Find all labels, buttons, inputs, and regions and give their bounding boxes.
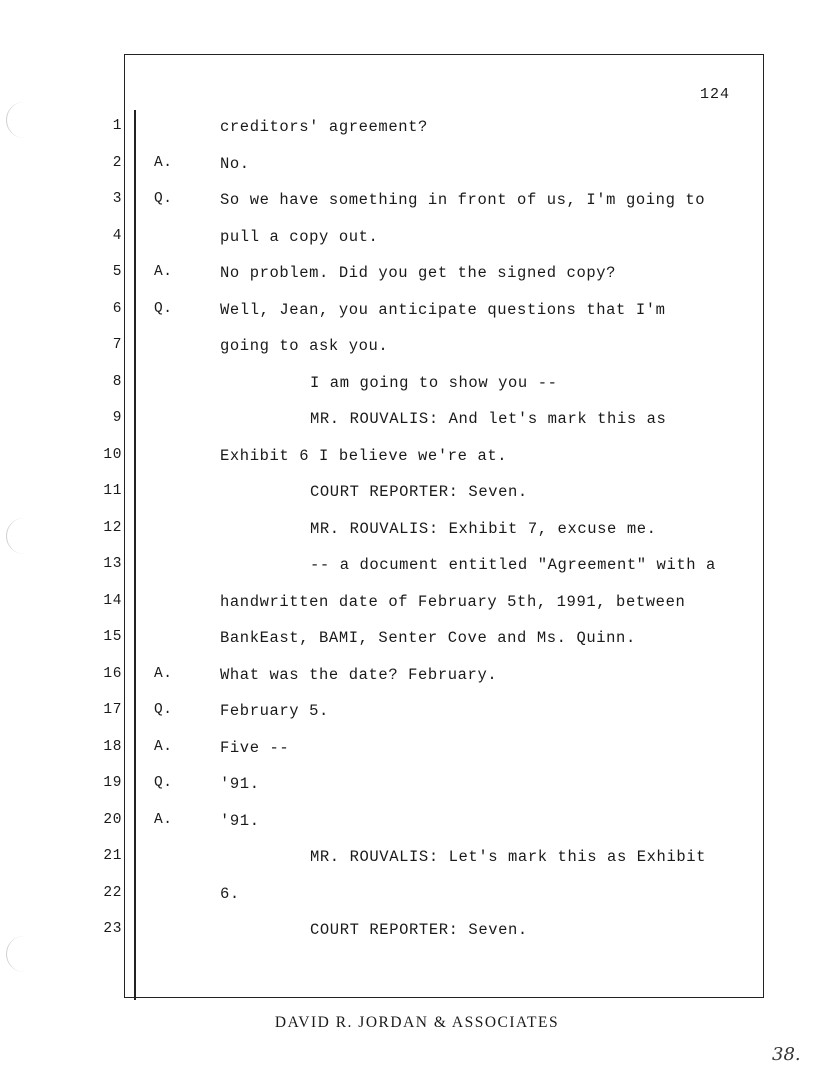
line-text: What was the date? February. [220,665,498,684]
line-number: 22 [103,884,122,901]
line-text: '91. [220,775,260,793]
line-text: COURT REPORTER: Seven. [310,483,528,501]
line-number: 8 [112,373,122,390]
transcript-line [0,410,834,430]
line-number: 17 [103,702,122,718]
transcript-line [0,520,834,540]
handwritten-mark: 38. [772,1044,801,1065]
line-text: -- a document entitled "Agreement" with a [310,556,716,574]
line-number: 12 [103,519,122,536]
speaker-label: Q. [154,702,173,718]
line-number: 19 [103,775,122,791]
transcript-line [0,301,834,321]
line-number: 23 [103,921,122,937]
transcript-line [0,228,834,248]
line-text: going to ask you. [220,337,389,355]
speaker-label: A. [154,738,173,755]
line-text: No. [220,154,250,173]
line-text: MR. ROUVALIS: And let's mark this as [310,410,667,428]
line-text: Well, Jean, you anticipate questions that I'm [220,300,666,319]
line-number: 3 [112,191,122,207]
transcript-line [0,118,834,138]
transcript-line [0,593,834,613]
line-text: Five -- [220,738,290,757]
line-text: Exhibit 6 I believe we're at. [220,446,508,465]
line-text: handwritten date of February 5th, 1991, between [220,592,686,611]
transcript-line [0,337,834,357]
line-number: 20 [103,811,122,828]
speaker-label: A. [154,264,173,280]
line-text: No problem. Did you get the signed copy? [220,264,617,282]
line-number: 2 [112,154,122,171]
line-number: 4 [112,227,122,244]
line-number: 21 [103,848,122,864]
line-number: 14 [103,592,122,609]
speaker-label: Q. [154,191,173,207]
transcript-line [0,483,834,503]
line-text: '91. [220,811,260,830]
line-number: 11 [103,483,122,499]
transcript-line [0,264,834,284]
transcript-line [0,191,834,211]
transcript-line [0,556,834,576]
line-text: pull a copy out. [220,227,379,246]
transcript-line [0,885,834,905]
line-text: BankEast, BAMI, Senter Cove and Ms. Quinn. [220,629,636,647]
transcript-line [0,447,834,467]
line-number: 13 [103,556,122,572]
speaker-label: A. [154,811,173,828]
line-number: 15 [103,629,122,645]
transcript-line [0,666,834,686]
reporter-footer: DAVID R. JORDAN & ASSOCIATES [274,1014,560,1031]
line-number: 9 [112,410,122,426]
transcript-line [0,775,834,795]
transcript-line [0,155,834,175]
speaker-label: Q. [154,775,173,791]
line-number: 1 [112,118,122,134]
speaker-label: A. [154,665,173,682]
page-number: 124 [700,86,731,103]
line-text: So we have something in front of us, I'm going to [220,191,706,209]
line-number: 18 [103,738,122,755]
punch-hole-bottom [6,936,33,972]
transcript-line [0,629,834,649]
speaker-label: Q. [154,300,173,317]
line-number: 16 [103,665,122,682]
line-text: I am going to show you -- [310,373,558,392]
line-number: 5 [112,264,122,280]
transcript-line [0,739,834,759]
line-text: MR. ROUVALIS: Exhibit 7, excuse me. [310,519,657,538]
speaker-label: A. [154,154,173,171]
line-text: MR. ROUVALIS: Let's mark this as Exhibit [310,848,707,866]
transcript-line [0,812,834,832]
transcript-line [0,702,834,722]
line-text: COURT REPORTER: Seven. [310,921,528,939]
transcript-line [0,848,834,868]
line-text: creditors' agreement? [220,118,428,136]
line-text: 6. [220,884,240,903]
transcript-line [0,374,834,394]
transcript-line [0,921,834,941]
line-number: 6 [112,300,122,317]
line-number: 10 [103,446,122,463]
line-text: February 5. [220,702,329,720]
line-number: 7 [112,337,122,353]
